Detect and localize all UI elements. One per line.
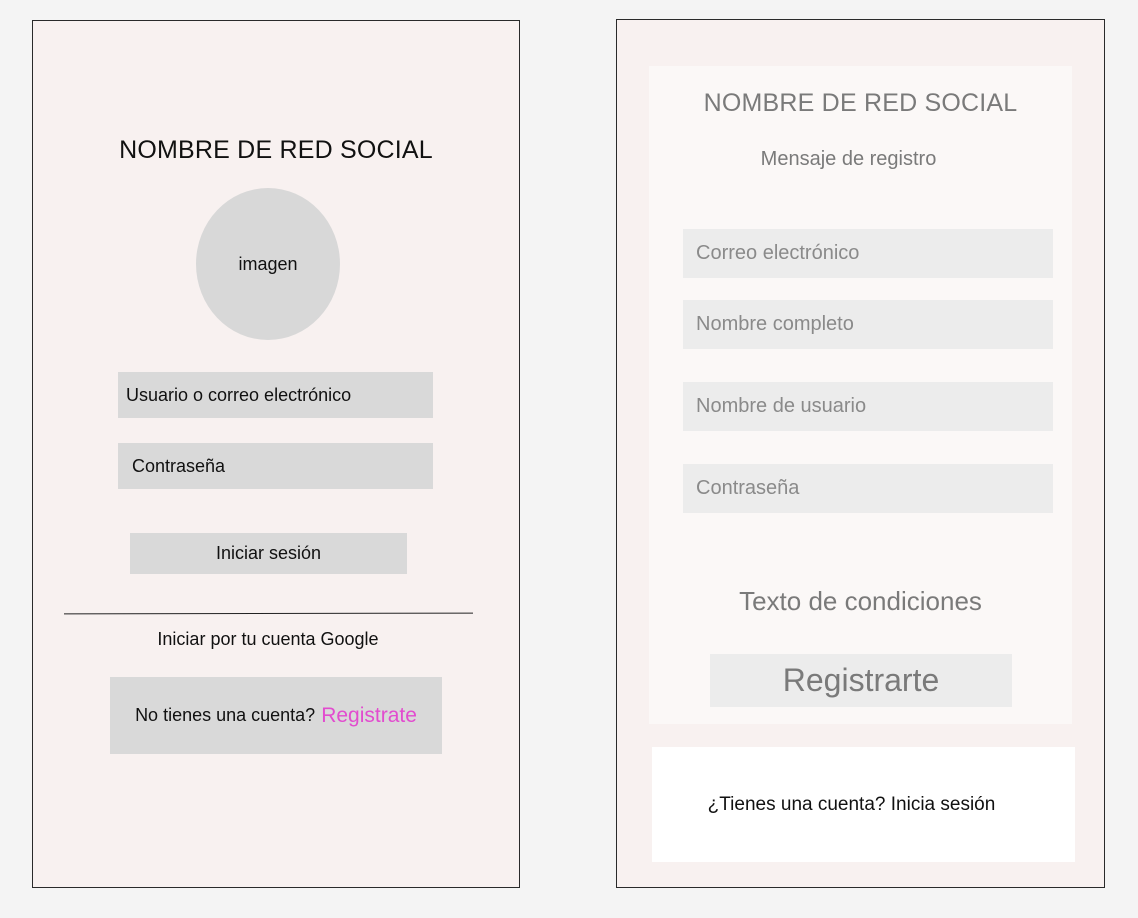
email-input[interactable] [683,229,1053,278]
login-button[interactable] [130,533,407,574]
password-placeholder: Contraseña [132,455,226,476]
app-title: NOMBRE DE RED SOCIAL [703,89,1018,117]
register-button[interactable] [710,654,1012,707]
password-input[interactable] [118,443,433,489]
login-prompt-link[interactable]: ¿Tienes una cuenta? Inicia sesión [707,793,996,815]
register-message: Mensaje de registro [760,148,937,170]
register-card [649,66,1072,724]
login-button-label: Iniciar sesión [215,543,322,563]
password-placeholder: Contraseña [696,477,800,499]
password-input[interactable] [683,464,1053,513]
register-button-label: Registrarte [782,662,940,698]
username-email-input[interactable] [118,372,433,418]
full-name-input[interactable] [683,300,1053,349]
username-input[interactable] [683,382,1053,431]
username-email-placeholder: Usuario o correo electrónico [126,384,352,405]
avatar-label: imagen [238,253,298,274]
username-placeholder: Nombre de usuario [696,395,867,417]
signup-prompt-box [110,677,442,754]
email-placeholder: Correo electrónico [696,242,860,264]
login-prompt-box [652,747,1075,862]
divider [64,613,473,615]
signup-link[interactable]: Registrate [321,703,417,727]
terms-text: Texto de condiciones [739,586,982,616]
signup-prompt-text: No tienes una cuenta? [135,705,316,725]
register-screen [616,19,1105,888]
google-login-link[interactable]: Iniciar por tu cuenta Google [157,629,379,649]
app-title: NOMBRE DE RED SOCIAL [119,136,433,164]
avatar-image-placeholder [196,188,340,340]
login-screen [32,20,520,888]
full-name-placeholder: Nombre completo [696,313,854,335]
